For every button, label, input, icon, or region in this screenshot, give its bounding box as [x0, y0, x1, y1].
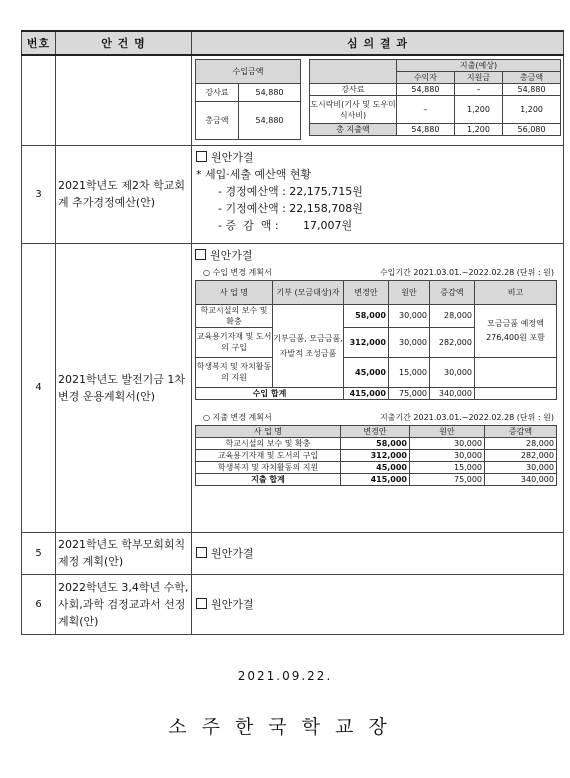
- item-title: 2021학년도 제2차 학교회계 추가경정예산(안): [56, 145, 192, 243]
- expense-change-table: 사 업 명 변경안 원안 증감액 학교시설의 보수 및 확충 58,000 30,000 28,000 교육용기자재 및 도서의 구입 312,000 30,000 282,000 학생복지 및 자치활동의 지원 45,000 15,000 30,000 지출 합계 415,000 75,000 340,000: [195, 425, 557, 486]
- item-title: 2021학년도 발전기금 1차 변경 운용계획서(안): [56, 243, 192, 532]
- income-summary-table: 수입금액 강사료 54,880 총금액 54,880: [195, 59, 301, 140]
- document-date: 2021.09.22.: [237, 669, 333, 683]
- checkbox-icon: [196, 151, 207, 162]
- header-no: 번호: [22, 31, 56, 55]
- checkbox-icon: [195, 249, 206, 260]
- income-change-table: 사 업 명 기부 (모금대상)자 변경안 원안 증감액 비고 학교시설의 보수 및 확충 기부금품, 모금금품, 자발적 조성금품 58,000 30,000 28,000 모금금품 예정액 276,400원 포함 교육용기자재 및 도서의 구입 312,000 30,000 282,000 학생복지 및 자치활동의 지원 45,000 15,000 30,000 수입 합계 415,000 75,000 340,000: [195, 280, 557, 400]
- item-title: 2021학년도 학부모회회칙 제정 계획(안): [56, 532, 192, 574]
- minutes-table: [21, 30, 564, 635]
- item-title: 2022학년도 3,4학년 수학,사회,과학 검정교과서 선정계획(안): [56, 574, 192, 634]
- row-item-5: 5 2021학년도 학부모회회칙 제정 계획(안) 원안가결: [22, 532, 564, 574]
- header-item: 안 건 명: [56, 31, 192, 55]
- signature-line: 소주한국학교장: [168, 716, 402, 738]
- header-result: 심 의 결 과: [192, 31, 564, 55]
- checkbox-icon: [196, 547, 207, 558]
- row-continued: [22, 55, 564, 145]
- expense-summary-table: 지출(예상) 수익자 지원금 총금액 강사료 54,880 – 54,880 도시락비(기사 및 도우미 식사비) – 1,200 1,200 총 지출액 54,880 1,200 56,080: [309, 59, 561, 136]
- row-item-3: 3 2021학년도 제2차 학교회계 추가경정예산(안) 원안가결 * 세입·세출 예산액 현황 - 경정예산액 : 22,175,715원 - 기정예산액 : 22,158,708원 - 증 감 액 : 17,007원: [22, 145, 564, 243]
- checkbox-icon: [196, 598, 207, 609]
- row-item-6: 6 2022학년도 3,4학년 수학,사회,과학 검정교과서 선정계획(안) 원안가결: [22, 574, 564, 634]
- row-item-4: 4 2021학년도 발전기금 1차 변경 운용계획서(안) 원안가결 ○ 수입 변경 계획서 수입기간 2021.03.01.~2022.02.28 (단위 : 원) 사 업 명 기부 (모금대상)자 변경안 원안 증감액 비고 학교시설의 보수 및 확충 기부금품, 모금금품, 자발적 조성금품 58,000 30,000 28,000 모금금품 예정액 276,400원 포함 교육용기자재 및 도서의 구입 312,000 30,000 282,000 학생복지 및 자치활동의 지원 45,000 15,000 30,000 수입 합계 415,000 75,000 340,000 ○ 지출 변경 계획서 지출기간 2021.03.01.~2022.02.28 (단위 : 원) 사 업 명 변경안 원안 증감액 학교시설의 보수 및 확충 58,000 30,000 28,000 교육용기자재 및 도서의 구입 312,000 30,000 282,000 학생복지 및 자치활동의 지원 45,000 15,000 30,000 지출 합계 415,000 75,000 340,000: [22, 243, 564, 532]
